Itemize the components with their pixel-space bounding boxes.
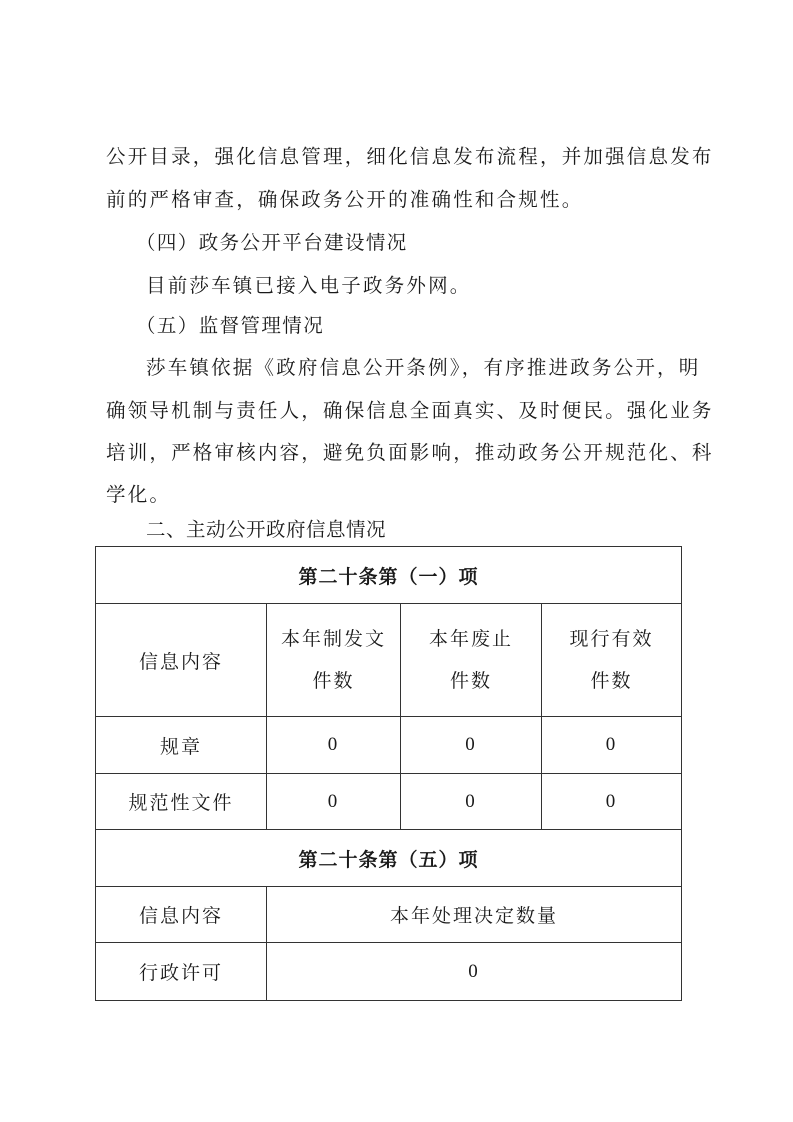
paragraph-line: 莎车镇依据《政府信息公开条例》，有序推进政务公开，明	[146, 356, 701, 379]
header-abolished-line1: 本年废止	[428, 628, 513, 650]
disclosure-table	[95, 546, 682, 1001]
paragraph-line: 学化。	[106, 483, 172, 506]
header-abolished-line2: 件数	[449, 670, 492, 692]
cell-decision-count: 0	[267, 943, 682, 1001]
cell-abolished: 0	[401, 717, 542, 774]
table-section-row	[96, 547, 682, 604]
header-effective-line1: 现行有效	[569, 628, 654, 650]
subheading-platform: （四）政务公开平台建设情况	[136, 231, 408, 254]
cell-effective: 0	[542, 774, 682, 830]
header-issued-line1: 本年制发文	[280, 628, 386, 650]
row-label: 规章	[96, 717, 267, 774]
header-decision-count: 本年处理决定数量	[267, 887, 682, 943]
table-row	[96, 717, 682, 774]
section-title-cell: 第二十条第（一）项	[96, 547, 682, 604]
header-abolished	[401, 604, 542, 717]
table-row	[96, 943, 682, 1001]
cell-issued: 0	[267, 717, 401, 774]
cell-abolished: 0	[401, 774, 542, 830]
cell-effective: 0	[542, 717, 682, 774]
table-section-row	[96, 830, 682, 887]
paragraph-line: 培训，严格审核内容，避免负面影响，推动政务公开规范化、科	[106, 441, 714, 464]
header-info-content: 信息内容	[96, 887, 267, 943]
row-label: 行政许可	[96, 943, 267, 1001]
table-row	[96, 774, 682, 830]
section-title-cell: 第二十条第（五）项	[96, 830, 682, 887]
header-info-content: 信息内容	[96, 604, 267, 717]
subheading-supervision: （五）监督管理情况	[136, 314, 325, 337]
row-label: 规范性文件	[96, 774, 267, 830]
header-effective-line2: 件数	[590, 670, 633, 692]
section-heading: 二、主动公开政府信息情况	[146, 518, 387, 541]
paragraph-line: 公开目录，强化信息管理，细化信息发布流程，并加强信息发布	[106, 145, 714, 168]
header-issued	[267, 604, 401, 717]
paragraph-line: 前的严格审查，确保政务公开的准确性和合规性。	[106, 188, 584, 211]
paragraph-line: 目前莎车镇已接入电子政务外网。	[146, 274, 472, 297]
table-header-row	[96, 887, 682, 943]
table-header-row	[96, 604, 682, 717]
cell-issued: 0	[267, 774, 401, 830]
paragraph-line: 确领导机制与责任人，确保信息全面真实、及时便民。强化业务	[106, 399, 714, 422]
header-effective	[542, 604, 682, 717]
header-issued-line2: 件数	[312, 670, 355, 692]
